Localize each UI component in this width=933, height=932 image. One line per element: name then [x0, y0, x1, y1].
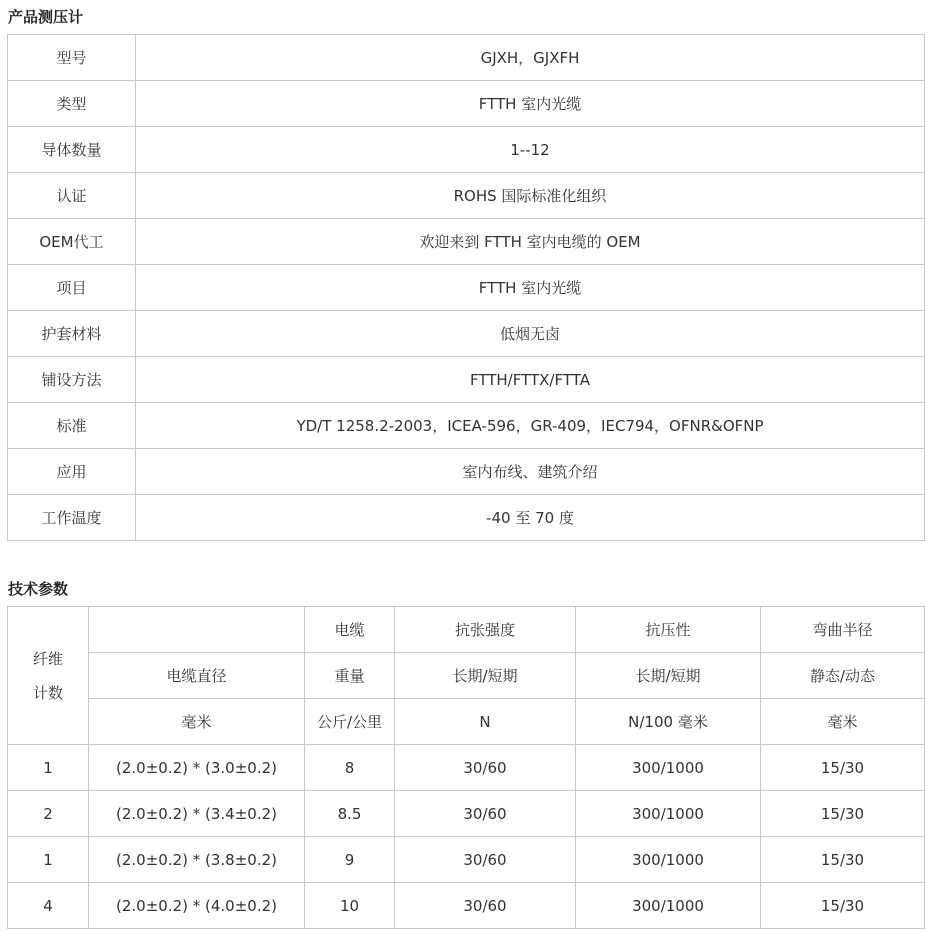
spec-label: 标准: [8, 403, 136, 449]
table-row: [8, 35, 925, 81]
cell-diameter: (2.0±0.2) * (3.0±0.2): [89, 745, 305, 791]
header-tensile-sub: 长期/短期: [395, 653, 576, 699]
spec-value: ROHS 国际标准化组织: [136, 173, 925, 219]
spec-value: FTTH/FTTX/FTTA: [136, 357, 925, 403]
table-row: [8, 219, 925, 265]
header-crush-sub: 长期/短期: [576, 653, 761, 699]
header-diameter: 电缆直径: [89, 653, 305, 699]
cell-tensile: 30/60: [395, 837, 576, 883]
cell-bend: 15/30: [761, 791, 925, 837]
cell-tensile: 30/60: [395, 883, 576, 929]
section-title-product-specs: 产品测压计: [8, 8, 84, 26]
cell-weight: 9: [305, 837, 395, 883]
spec-label: 类型: [8, 81, 136, 127]
cell-crush: 300/1000: [576, 791, 761, 837]
cell-diameter: (2.0±0.2) * (3.8±0.2): [89, 837, 305, 883]
cell-crush: 300/1000: [576, 837, 761, 883]
table-row: [8, 837, 925, 883]
cell-crush: 300/1000: [576, 883, 761, 929]
spec-value: 欢迎来到 FTTH 室内电缆的 OEM: [136, 219, 925, 265]
cell-diameter: (2.0±0.2) * (3.4±0.2): [89, 791, 305, 837]
table-row: [8, 127, 925, 173]
cell-crush: 300/1000: [576, 745, 761, 791]
table-row: [8, 81, 925, 127]
table-row: [8, 173, 925, 219]
header-weight-line2: 重量: [305, 653, 395, 699]
spec-label: 铺设方法: [8, 357, 136, 403]
spec-label: 型号: [8, 35, 136, 81]
table-row: [8, 883, 925, 929]
header-tensile-unit: N: [395, 699, 576, 745]
header-diameter-blank: [89, 607, 305, 653]
header-row-3: [8, 699, 925, 745]
header-row-2: [8, 653, 925, 699]
spec-value: YD/T 1258.2-2003，ICEA-596，GR-409，IEC794，OFNR&OFNP: [136, 403, 925, 449]
header-bend-sub: 静态/动态: [761, 653, 925, 699]
cell-count: 2: [8, 791, 89, 837]
cell-weight: 10: [305, 883, 395, 929]
header-weight-unit: 公斤/公里: [305, 699, 395, 745]
spec-value: 1--12: [136, 127, 925, 173]
table-row: [8, 311, 925, 357]
spec-label: 导体数量: [8, 127, 136, 173]
product-spec-body: [8, 35, 925, 541]
table-row: [8, 265, 925, 311]
header-weight-line1: 电缆: [305, 607, 395, 653]
product-spec-table: [7, 34, 925, 541]
spec-value: FTTH 室内光缆: [136, 81, 925, 127]
table-row: [8, 495, 925, 541]
cell-count: 1: [8, 837, 89, 883]
tech-param-table: [7, 606, 925, 929]
cell-bend: 15/30: [761, 745, 925, 791]
spec-label: 认证: [8, 173, 136, 219]
cell-tensile: 30/60: [395, 745, 576, 791]
section-title-tech-params: 技术参数: [8, 580, 69, 598]
tech-param-body: [8, 745, 925, 929]
cell-tensile: 30/60: [395, 791, 576, 837]
header-fiber-count: [8, 607, 89, 745]
cell-weight: 8.5: [305, 791, 395, 837]
cell-count: 4: [8, 883, 89, 929]
header-row-1: [8, 607, 925, 653]
spec-label: OEM代工: [8, 219, 136, 265]
table-row: [8, 449, 925, 495]
table-row: [8, 791, 925, 837]
header-bend: 弯曲半径: [761, 607, 925, 653]
spec-value: 室内布线、建筑介绍: [136, 449, 925, 495]
spec-label: 工作温度: [8, 495, 136, 541]
cell-count: 1: [8, 745, 89, 791]
spec-value: GJXH，GJXFH: [136, 35, 925, 81]
header-fiber-count-line1: 纤维: [32, 649, 63, 668]
spec-value: 低烟无卤: [136, 311, 925, 357]
tech-param-header: [8, 607, 925, 745]
spec-label: 护套材料: [8, 311, 136, 357]
table-row: [8, 745, 925, 791]
cell-bend: 15/30: [761, 837, 925, 883]
header-tensile: 抗张强度: [395, 607, 576, 653]
header-bend-unit: 毫米: [761, 699, 925, 745]
table-row: [8, 403, 925, 449]
header-crush: 抗压性: [576, 607, 761, 653]
header-crush-unit: N/100 毫米: [576, 699, 761, 745]
cell-weight: 8: [305, 745, 395, 791]
cell-diameter: (2.0±0.2) * (4.0±0.2): [89, 883, 305, 929]
spec-label: 应用: [8, 449, 136, 495]
table-row: [8, 357, 925, 403]
spec-value: FTTH 室内光缆: [136, 265, 925, 311]
header-fiber-count-line2: 计数: [32, 683, 63, 702]
header-diameter-unit: 毫米: [89, 699, 305, 745]
cell-bend: 15/30: [761, 883, 925, 929]
spec-value: -40 至 70 度: [136, 495, 925, 541]
spec-label: 项目: [8, 265, 136, 311]
